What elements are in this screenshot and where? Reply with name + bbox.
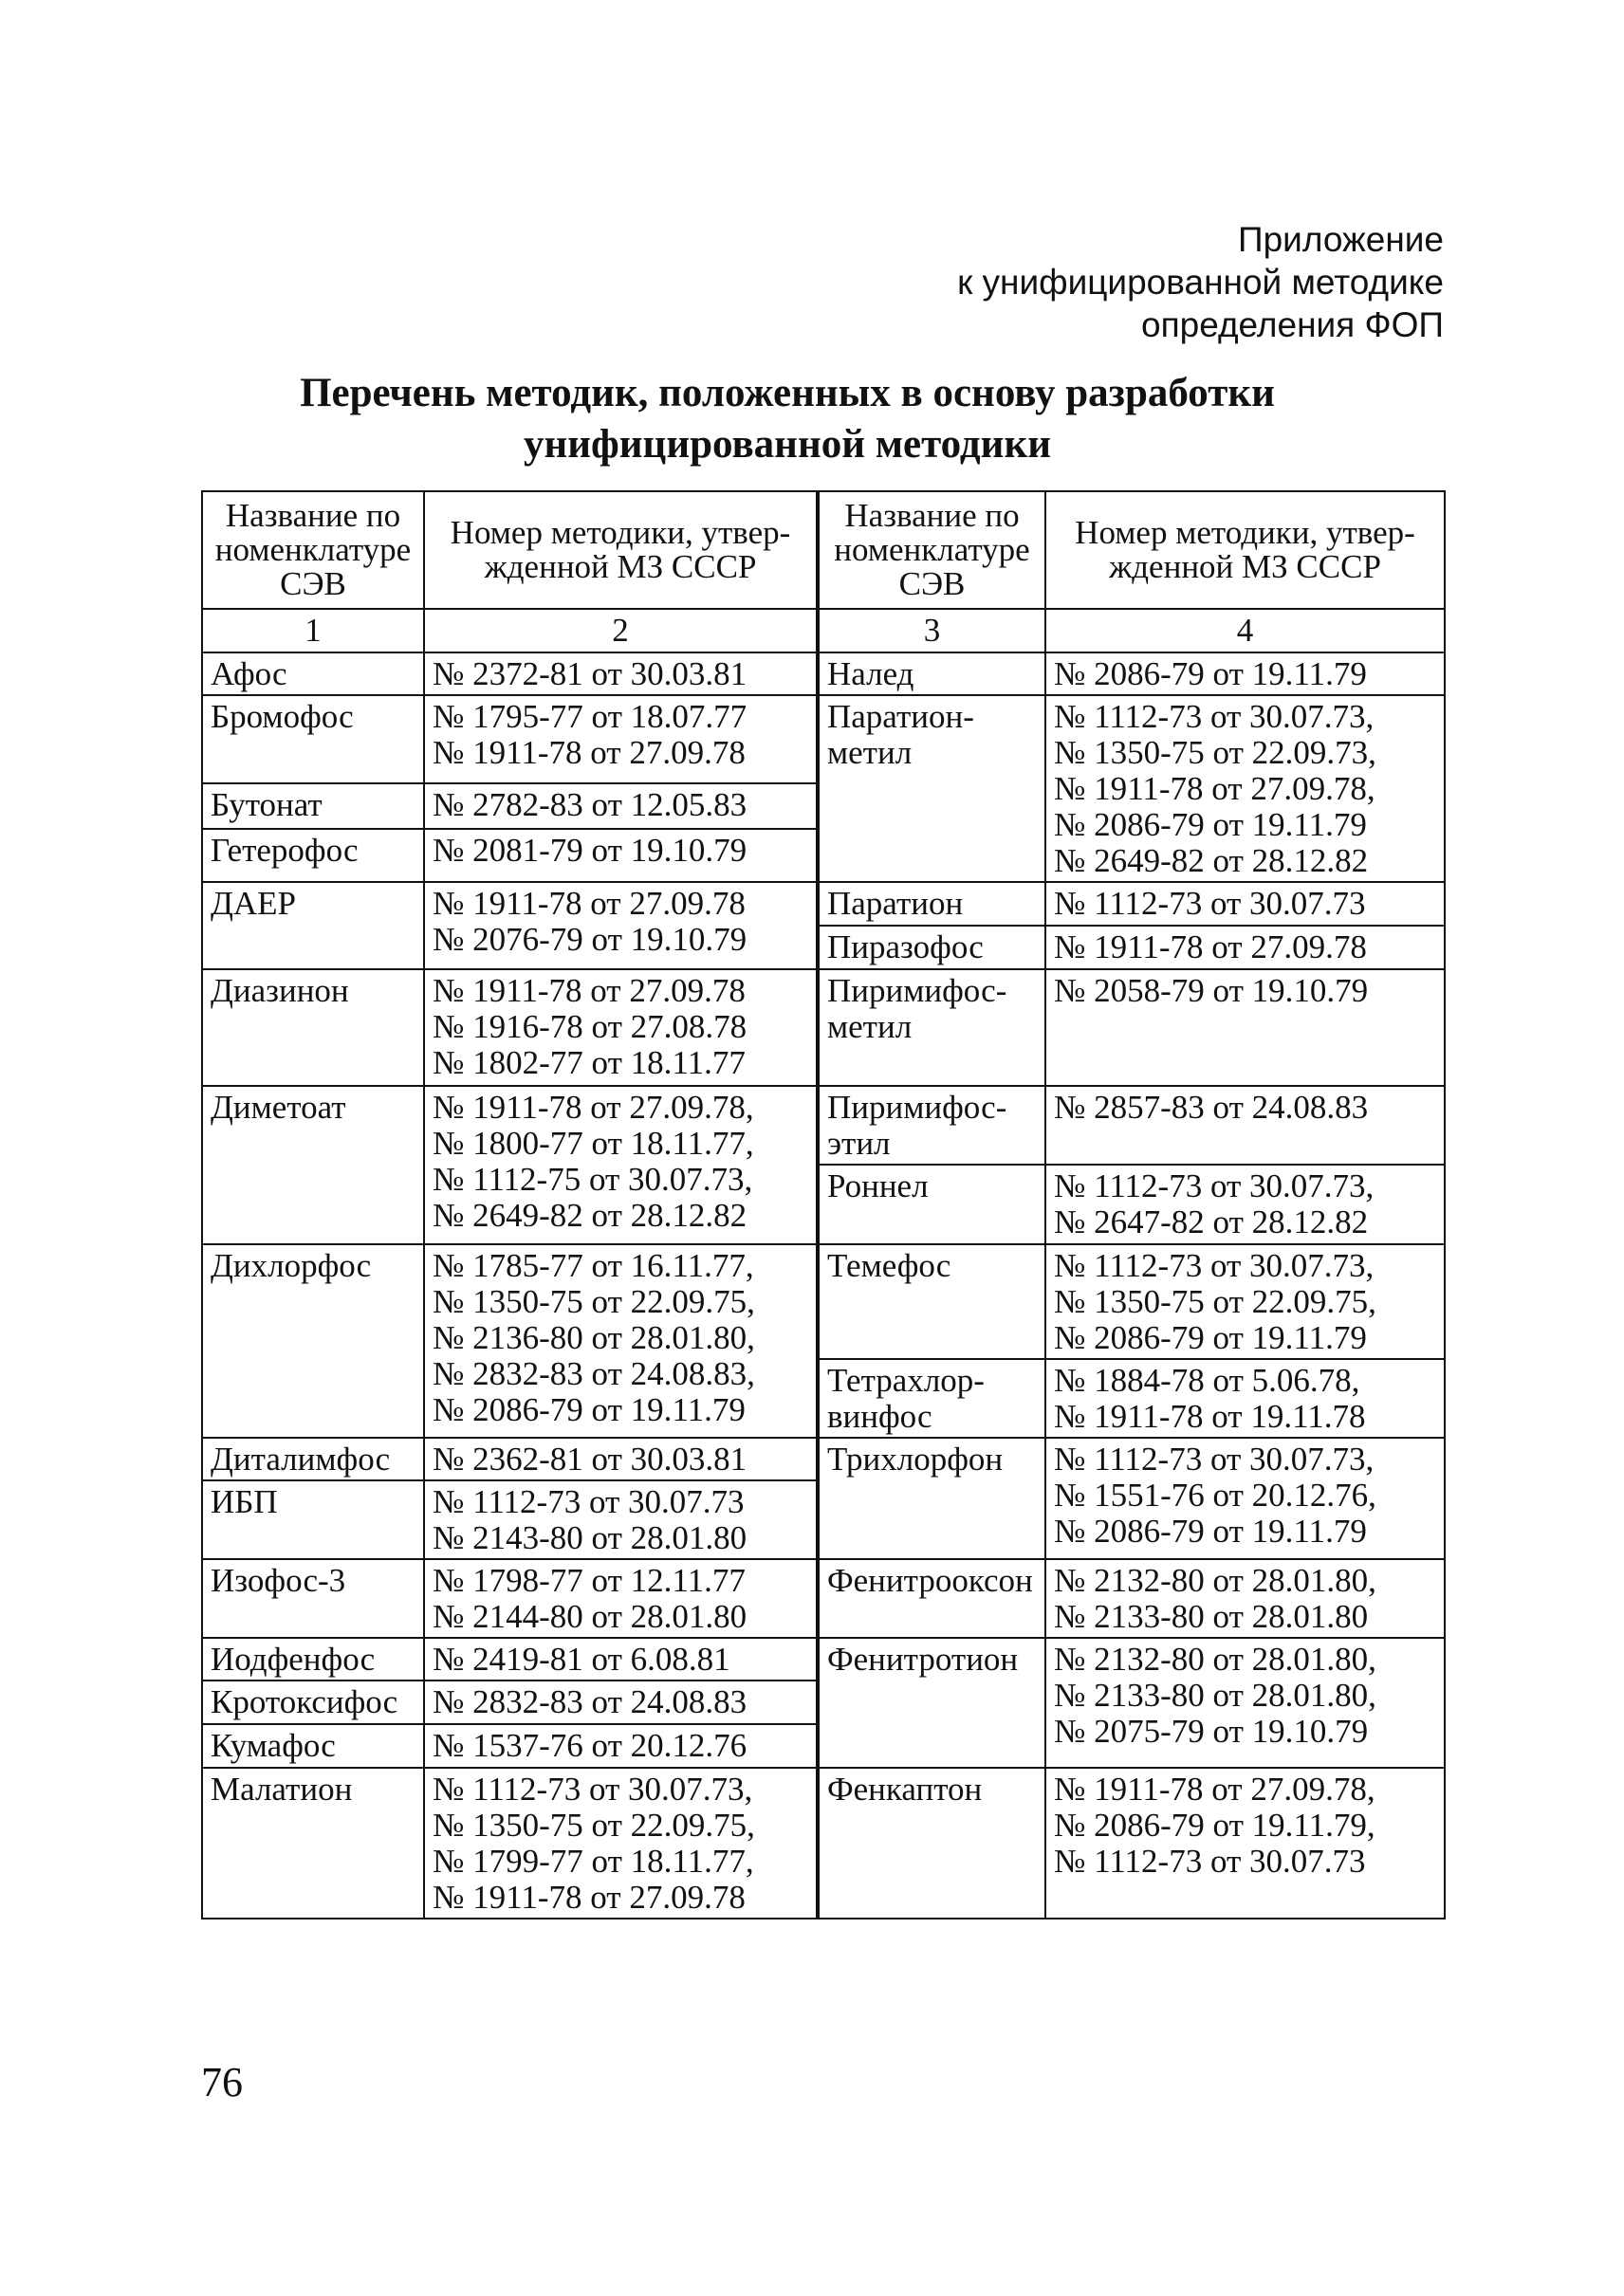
method-number: № 2075-79 от 19.10.79 xyxy=(1054,1713,1369,1750)
method-numbers xyxy=(424,1724,818,1768)
appendix-note xyxy=(854,218,1444,346)
compound-name xyxy=(818,882,1045,926)
method-number: № 1911-78 от 19.11.78 xyxy=(1054,1398,1366,1435)
table-row xyxy=(202,695,1445,783)
compound-name xyxy=(202,1724,424,1768)
method-number: № 2058-79 от 19.10.79 xyxy=(1054,972,1369,1009)
method-number: № 1112-73 от 30.07.73 xyxy=(1054,1843,1366,1880)
method-number: № 2086-79 от 19.11.79, xyxy=(1054,1807,1375,1844)
method-numbers xyxy=(1045,1638,1445,1768)
method-number: № 1799-77 от 18.11.77, xyxy=(433,1843,754,1880)
title-line: Перечень методик, положенных в основу разработки xyxy=(300,371,1275,415)
page-number: 76 xyxy=(201,2059,243,2105)
method-number: № 2857-83 от 24.08.83 xyxy=(1054,1089,1369,1126)
method-number: № 2133-80 от 28.01.80, xyxy=(1054,1677,1376,1714)
compound-name-text: Дихлорфос xyxy=(211,1247,372,1284)
compound-name xyxy=(202,1638,424,1681)
method-number: № 1112-73 от 30.07.73, xyxy=(1054,1167,1375,1204)
method-number: № 1112-73 от 30.07.73, xyxy=(1054,1441,1375,1478)
method-number: № 2649-82 от 28.12.82 xyxy=(433,1197,747,1234)
compound-name xyxy=(202,1681,424,1724)
compound-name-text: Кротоксифос xyxy=(211,1683,398,1720)
table-row xyxy=(202,1768,1445,1919)
method-numbers xyxy=(424,652,818,695)
compound-name-text: Малатион xyxy=(211,1771,353,1808)
method-number: № 2419-81 от 6.08.81 xyxy=(433,1641,730,1678)
method-number: № 1350-75 от 22.09.75, xyxy=(433,1807,755,1844)
compound-name xyxy=(818,1768,1045,1919)
compound-name xyxy=(818,695,1045,882)
compound-name-text: Роннел xyxy=(827,1167,929,1204)
method-number: № 1911-78 от 27.09.78 xyxy=(1054,928,1367,965)
table-row xyxy=(202,1559,1445,1638)
method-number: № 1112-73 от 30.07.73, xyxy=(433,1771,753,1808)
method-numbers xyxy=(424,1244,818,1438)
method-number: № 2076-79 от 19.10.79 xyxy=(433,921,747,958)
compound-name-text: Фенитротион xyxy=(827,1641,1019,1678)
method-number: № 2132-80 от 28.01.80, xyxy=(1054,1641,1376,1678)
method-number: № 1112-73 от 30.07.73 xyxy=(433,1483,745,1520)
method-number: № 1911-78 от 27.09.78, xyxy=(1054,1771,1375,1808)
method-number: № 1350-75 от 22.09.73, xyxy=(1054,734,1376,771)
method-number: № 1911-78 от 27.09.78 xyxy=(433,972,746,1009)
compound-name xyxy=(818,1359,1045,1438)
method-number: № 1911-78 от 27.09.78, xyxy=(1054,770,1375,807)
compound-name-text: Диметоат xyxy=(211,1089,346,1126)
method-numbers xyxy=(424,695,818,783)
compound-name xyxy=(202,829,424,882)
method-numbers xyxy=(424,969,818,1086)
column-number-row xyxy=(202,609,1445,652)
compound-name-text: винфос xyxy=(827,1398,932,1435)
method-number: № 1800-77 от 18.11.77, xyxy=(433,1125,754,1162)
compound-name xyxy=(818,652,1045,695)
method-number: № 1911-78 от 27.09.78 xyxy=(433,1879,746,1916)
compound-name-text: Бутонат xyxy=(211,785,323,823)
method-number: № 2372-81 от 30.03.81 xyxy=(433,655,747,692)
compound-name-text: Изофос-3 xyxy=(211,1562,346,1599)
method-numbers xyxy=(424,1559,818,1638)
compound-name-text: Бромофос xyxy=(211,698,354,735)
compound-name-text: Диталимфос xyxy=(211,1441,391,1478)
compound-name-text: Иодфенфос xyxy=(211,1641,376,1678)
method-numbers xyxy=(1045,926,1445,969)
method-number: № 1112-73 от 30.07.73, xyxy=(1054,1247,1375,1284)
compound-name xyxy=(202,695,424,783)
method-number: № 2086-79 от 19.11.79 xyxy=(433,1391,746,1428)
compound-name-text: ДАЕР xyxy=(211,885,296,922)
table-row xyxy=(202,1438,1445,1480)
appendix-line: определения ФОП xyxy=(1141,305,1444,344)
compound-name xyxy=(202,1768,424,1919)
appendix-line: Приложение xyxy=(1237,220,1444,259)
method-number: № 2133-80 от 28.01.80 xyxy=(1054,1598,1369,1635)
method-number: № 2362-81 от 30.03.81 xyxy=(433,1441,747,1478)
method-number: № 2144-80 от 28.01.80 xyxy=(433,1598,747,1635)
method-number: № 1350-75 от 22.09.75, xyxy=(1054,1283,1376,1320)
compound-name-text: Налед xyxy=(827,655,914,692)
table-row xyxy=(202,1638,1445,1681)
method-numbers xyxy=(424,1638,818,1681)
method-number: № 2782-83 от 12.05.83 xyxy=(433,785,747,823)
compound-name xyxy=(818,1559,1045,1638)
method-numbers xyxy=(1045,1244,1445,1359)
compound-name xyxy=(818,1165,1045,1244)
method-number: № 1551-76 от 20.12.76, xyxy=(1054,1477,1376,1514)
compound-name-text: метил xyxy=(827,734,913,771)
method-number: № 1911-78 от 27.09.78, xyxy=(433,1089,754,1126)
method-number: № 2132-80 от 28.01.80, xyxy=(1054,1562,1376,1599)
method-number: № 1112-73 от 30.07.73 xyxy=(1054,885,1366,922)
method-numbers xyxy=(424,1086,818,1244)
method-number: № 1537-76 от 20.12.76 xyxy=(433,1727,747,1764)
compound-name-text: Гетерофос xyxy=(211,832,359,870)
method-numbers xyxy=(424,829,818,882)
method-number: № 2832-83 от 24.08.83 xyxy=(433,1683,747,1720)
compound-name xyxy=(202,1559,424,1638)
method-numbers xyxy=(1045,1559,1445,1638)
method-number: № 2086-79 от 19.11.79 xyxy=(1054,1513,1367,1550)
compound-name xyxy=(202,783,424,829)
compound-name-text: ИБП xyxy=(211,1483,278,1520)
table-row xyxy=(202,882,1445,926)
page-title xyxy=(190,368,1385,470)
header-name-left: Название по номенклатуре СЭВ xyxy=(202,491,424,609)
compound-name xyxy=(202,1244,424,1438)
compound-name-text: Афос xyxy=(211,655,287,692)
compound-name xyxy=(818,926,1045,969)
compound-name xyxy=(818,1438,1045,1559)
table-header-row xyxy=(202,491,1445,609)
header-number-left: Номер методики, утвер-жденной МЗ СССР xyxy=(424,491,818,609)
compound-name-text: Трихлорфон xyxy=(827,1441,1004,1478)
method-number: № 1112-73 от 30.07.73, xyxy=(1054,698,1375,735)
compound-name xyxy=(818,1244,1045,1359)
method-numbers xyxy=(424,783,818,829)
compound-name-text: Тетрахлор- xyxy=(827,1362,985,1399)
method-numbers xyxy=(424,1480,818,1559)
header-name-right: Название по номенклатуре СЭВ xyxy=(818,491,1045,609)
method-number: № 2647-82 от 28.12.82 xyxy=(1054,1203,1369,1240)
method-number: № 2086-79 от 19.11.79 xyxy=(1054,1319,1367,1356)
method-number: № 1350-75 от 22.09.75, xyxy=(433,1283,755,1320)
compound-name-text: Пиразофос xyxy=(827,928,984,965)
compound-name-text: Пиримифос- xyxy=(827,1089,1007,1126)
method-number: № 2086-79 от 19.11.79 xyxy=(1054,806,1367,843)
method-numbers xyxy=(1045,1165,1445,1244)
method-numbers xyxy=(424,1681,818,1724)
method-number: № 2832-83 от 24.08.83, xyxy=(433,1355,755,1392)
method-numbers xyxy=(1045,969,1445,1086)
method-number: № 2649-82 от 28.12.82 xyxy=(1054,842,1369,879)
method-numbers xyxy=(1045,882,1445,926)
compound-name-text: Паратион- xyxy=(827,698,974,735)
compound-name-text: Фенитрооксон xyxy=(827,1562,1033,1599)
method-numbers xyxy=(424,882,818,969)
method-numbers xyxy=(1045,1768,1445,1919)
compound-name xyxy=(818,1638,1045,1768)
compound-name-text: Фенкаптон xyxy=(827,1771,983,1808)
compound-name-text: Кумафос xyxy=(211,1727,336,1764)
method-numbers xyxy=(1045,652,1445,695)
compound-name-text: Пиримифос- xyxy=(827,972,1007,1009)
method-number: № 2136-80 от 28.01.80, xyxy=(433,1319,755,1356)
method-number: № 2081-79 от 19.10.79 xyxy=(433,832,747,870)
compound-name xyxy=(202,1086,424,1244)
method-number: № 1802-77 от 18.11.77 xyxy=(433,1044,746,1081)
method-number: № 1911-78 от 27.09.78 xyxy=(433,734,746,771)
compound-name xyxy=(202,1438,424,1480)
compound-name xyxy=(202,969,424,1086)
method-numbers xyxy=(424,1768,818,1919)
title-line: унифицированной методики xyxy=(523,422,1052,467)
compound-name-text: метил xyxy=(827,1008,913,1045)
header-number-right: Номер методики, утвер-жденной МЗ СССР xyxy=(1045,491,1445,609)
column-number: 2 xyxy=(424,609,818,652)
method-number: № 1785-77 от 16.11.77, xyxy=(433,1247,754,1284)
compound-name xyxy=(202,1480,424,1559)
compound-name-text: этил xyxy=(827,1125,891,1162)
column-number: 1 xyxy=(202,609,424,652)
appendix-line: к унифицированной методике xyxy=(957,263,1444,302)
compound-name xyxy=(818,969,1045,1086)
method-numbers xyxy=(1045,1438,1445,1559)
compound-name-text: Паратион xyxy=(827,885,964,922)
column-number: 3 xyxy=(818,609,1045,652)
method-number: № 1112-75 от 30.07.73, xyxy=(433,1161,753,1198)
method-number: № 1884-78 от 5.06.78, xyxy=(1054,1362,1360,1399)
column-number: 4 xyxy=(1045,609,1445,652)
method-number: № 1798-77 от 12.11.77 xyxy=(433,1562,746,1599)
compound-name xyxy=(202,652,424,695)
compound-name-text: Диазинон xyxy=(211,972,349,1009)
method-numbers xyxy=(1045,695,1445,882)
method-number: № 1795-77 от 18.07.77 xyxy=(433,698,747,735)
methods-table xyxy=(201,490,1446,1919)
method-number: № 1916-78 от 27.08.78 xyxy=(433,1008,747,1045)
table-row xyxy=(202,652,1445,695)
table-row xyxy=(202,969,1445,1086)
compound-name xyxy=(818,1086,1045,1165)
method-number: № 2143-80 от 28.01.80 xyxy=(433,1519,747,1556)
table-row xyxy=(202,1244,1445,1359)
method-number: № 1911-78 от 27.09.78 xyxy=(433,885,746,922)
method-numbers xyxy=(424,1438,818,1480)
method-numbers xyxy=(1045,1359,1445,1438)
compound-name xyxy=(202,882,424,969)
method-numbers xyxy=(1045,1086,1445,1165)
compound-name-text: Темефос xyxy=(827,1247,951,1284)
method-number: № 2086-79 от 19.11.79 xyxy=(1054,655,1367,692)
table-row xyxy=(202,1086,1445,1165)
